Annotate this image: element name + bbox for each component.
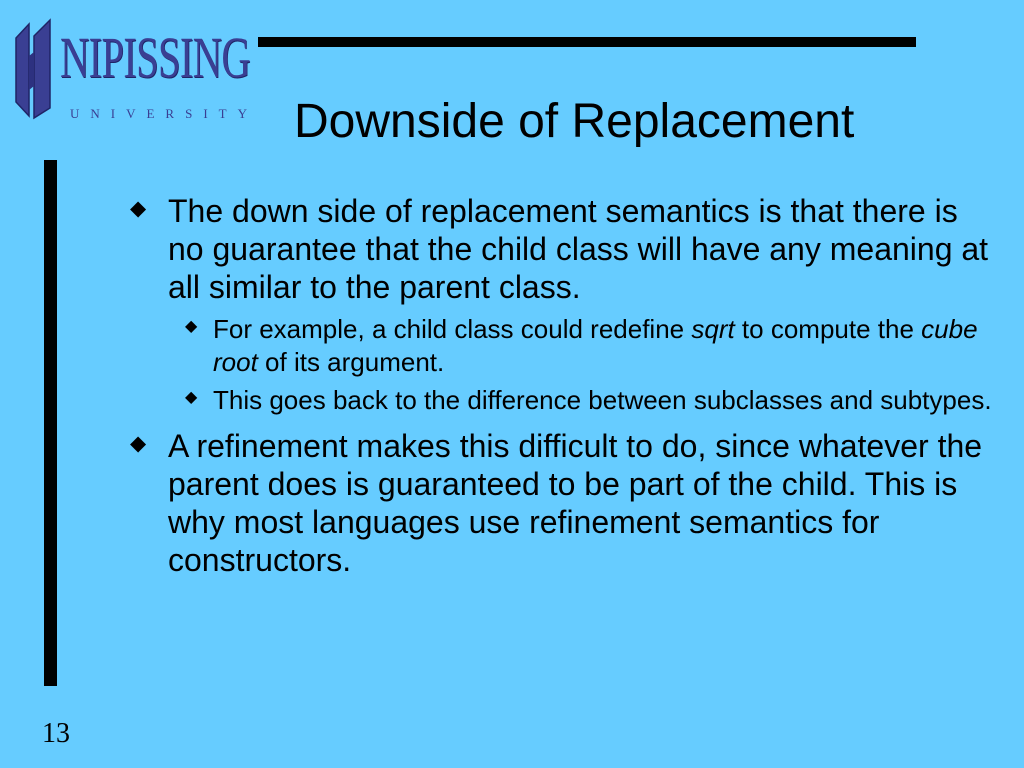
sub-bullet-text-2: This goes back to the difference between subclasses and subtypes.	[213, 385, 992, 415]
sub-bullet-item-1	[185, 313, 1000, 379]
sub1-em-cube-root: cube root	[213, 314, 978, 377]
sub-bullet-list	[185, 313, 1000, 417]
diamond-bullet-icon: ◆	[185, 389, 198, 406]
sub-bullet-item-2	[185, 384, 1000, 417]
slide-number: 13	[42, 718, 70, 749]
logo-emblem-icon	[12, 16, 54, 120]
sub1-em-sqrt: sqrt	[691, 314, 735, 344]
sub-bullet-text-1	[213, 314, 978, 377]
logo-name: NIPISSING	[60, 25, 250, 90]
sub1-post: of its argument.	[257, 347, 445, 377]
diamond-bullet-icon: ◆	[130, 432, 147, 455]
top-rule	[258, 37, 916, 47]
sub1-pre: For example, a child class could redefine	[213, 314, 692, 344]
bullet-text-1: The down side of replacement semantics is that there is no guarantee that the child class will have any meaning at all similar to the parent class.	[168, 193, 989, 305]
bullet-text-2: A refinement makes this difficult to do, since whatever the parent does is guaranteed to be part of the child. This is why most languages use refinement semantics for constructors.	[168, 428, 983, 578]
sub1-mid: to compute the	[734, 314, 922, 344]
nipissing-logo	[12, 14, 258, 124]
bullet-item-1	[130, 192, 1000, 306]
logo-subtitle: UNIVERSITY	[70, 106, 258, 121]
diamond-bullet-icon: ◆	[185, 318, 198, 335]
slide-title: Downside of Replacement	[294, 95, 855, 148]
bullet-item-2	[130, 427, 1000, 579]
side-rule	[44, 160, 57, 686]
slide-body	[130, 192, 1000, 586]
diamond-bullet-icon: ◆	[130, 197, 147, 220]
